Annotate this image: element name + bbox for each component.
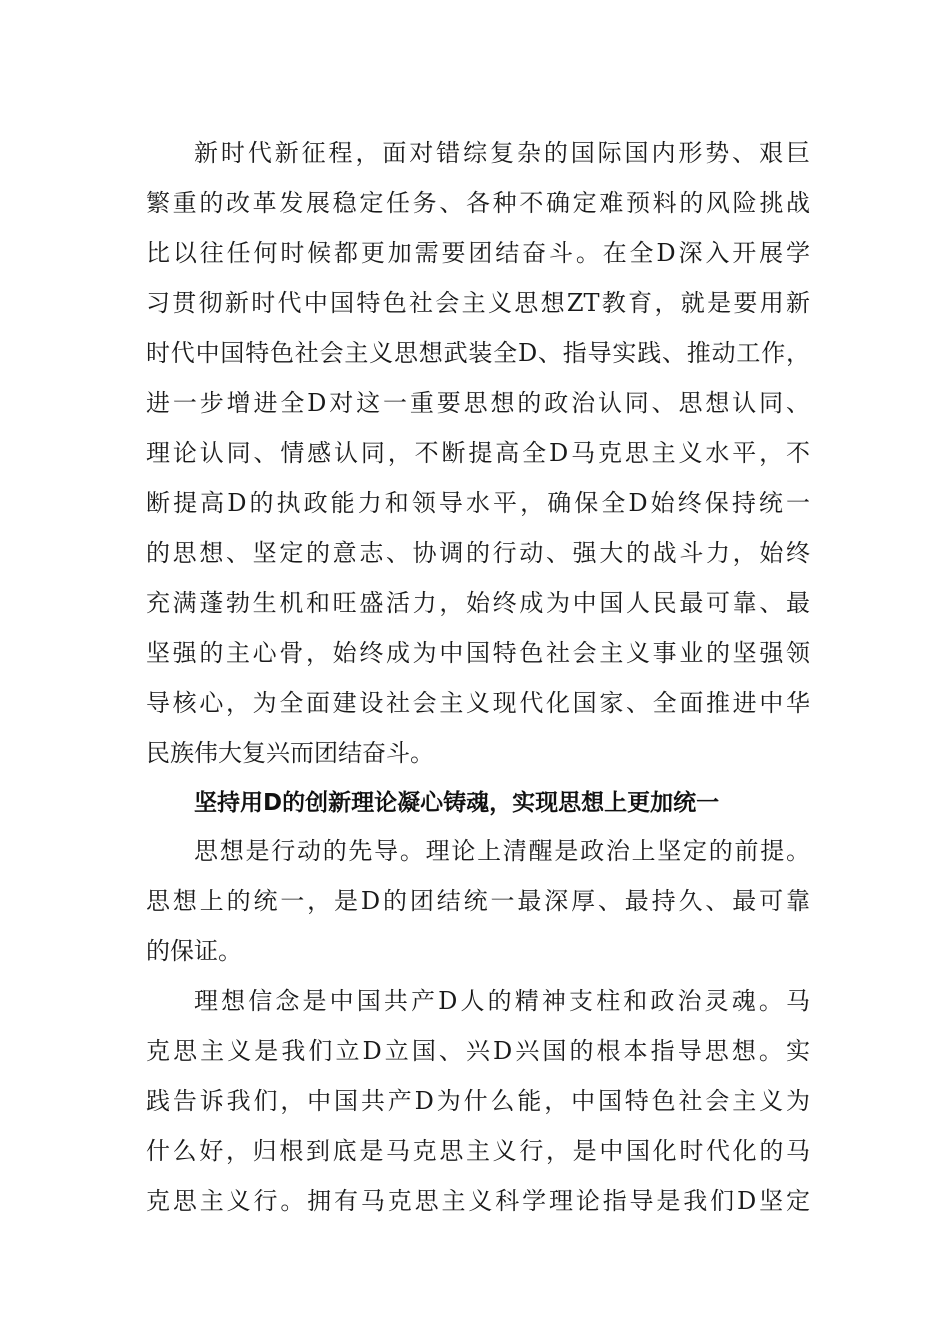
paragraph-3-line: 克思主义是我们立D立国、兴D兴国的根本指导思想。实 [146,1037,810,1065]
paragraph-1-line: 理论认同、情感认同，不断提高全D马克思主义水平，不 [146,439,810,467]
paragraph-1-line: 习贯彻新时代中国特色社会主义思想ZT教育，就是要用新 [146,289,810,317]
paragraph-1-line: 导核心，为全面建设社会主义现代化国家、全面推进中华 [146,689,810,717]
paragraph-1-line: 充满蓬勃生机和旺盛活力，始终成为中国人民最可靠、最 [146,589,810,617]
paragraph-1-line: 坚强的主心骨，始终成为中国特色社会主义事业的坚强领 [146,639,810,667]
paragraph-2-line: 思想上的统一，是D的团结统一最深厚、最持久、最可靠 [146,887,810,915]
paragraph-2-line: 思想是行动的先导。理论上清醒是政治上坚定的前提。 [194,837,810,865]
section-heading: 坚持用D的创新理论凝心铸魂，实现思想上更加统一 [194,790,720,816]
paragraph-1-line: 民族伟大复兴而团结奋斗。 [146,739,434,767]
paragraph-2-line: 的保证。 [146,937,242,965]
paragraph-1-line: 时代中国特色社会主义思想武装全D、指导实践、推动工作， [146,339,810,367]
paragraph-1-line: 新时代新征程，面对错综复杂的国际国内形势、艰巨 [194,139,810,167]
paragraph-3-line: 克思主义行。拥有马克思主义科学理论指导是我们D坚定 [146,1187,810,1215]
paragraph-1-line: 断提高D的执政能力和领导水平，确保全D始终保持统一 [146,489,810,517]
paragraph-1-line: 繁重的改革发展稳定任务、各种不确定难预料的风险挑战 [146,189,810,217]
paragraph-1-line: 进一步增进全D对这一重要思想的政治认同、思想认同、 [146,389,810,417]
paragraph-3-line: 理想信念是中国共产D人的精神支柱和政治灵魂。马 [194,987,810,1015]
paragraph-1-line: 比以往任何时候都更加需要团结奋斗。在全D深入开展学 [146,239,810,267]
paragraph-3-line: 什么好，归根到底是马克思主义行，是中国化时代化的马 [146,1137,810,1165]
paragraph-1-line: 的思想、坚定的意志、协调的行动、强大的战斗力，始终 [146,539,810,567]
paragraph-3-line: 践告诉我们，中国共产D为什么能，中国特色社会主义为 [146,1087,810,1115]
